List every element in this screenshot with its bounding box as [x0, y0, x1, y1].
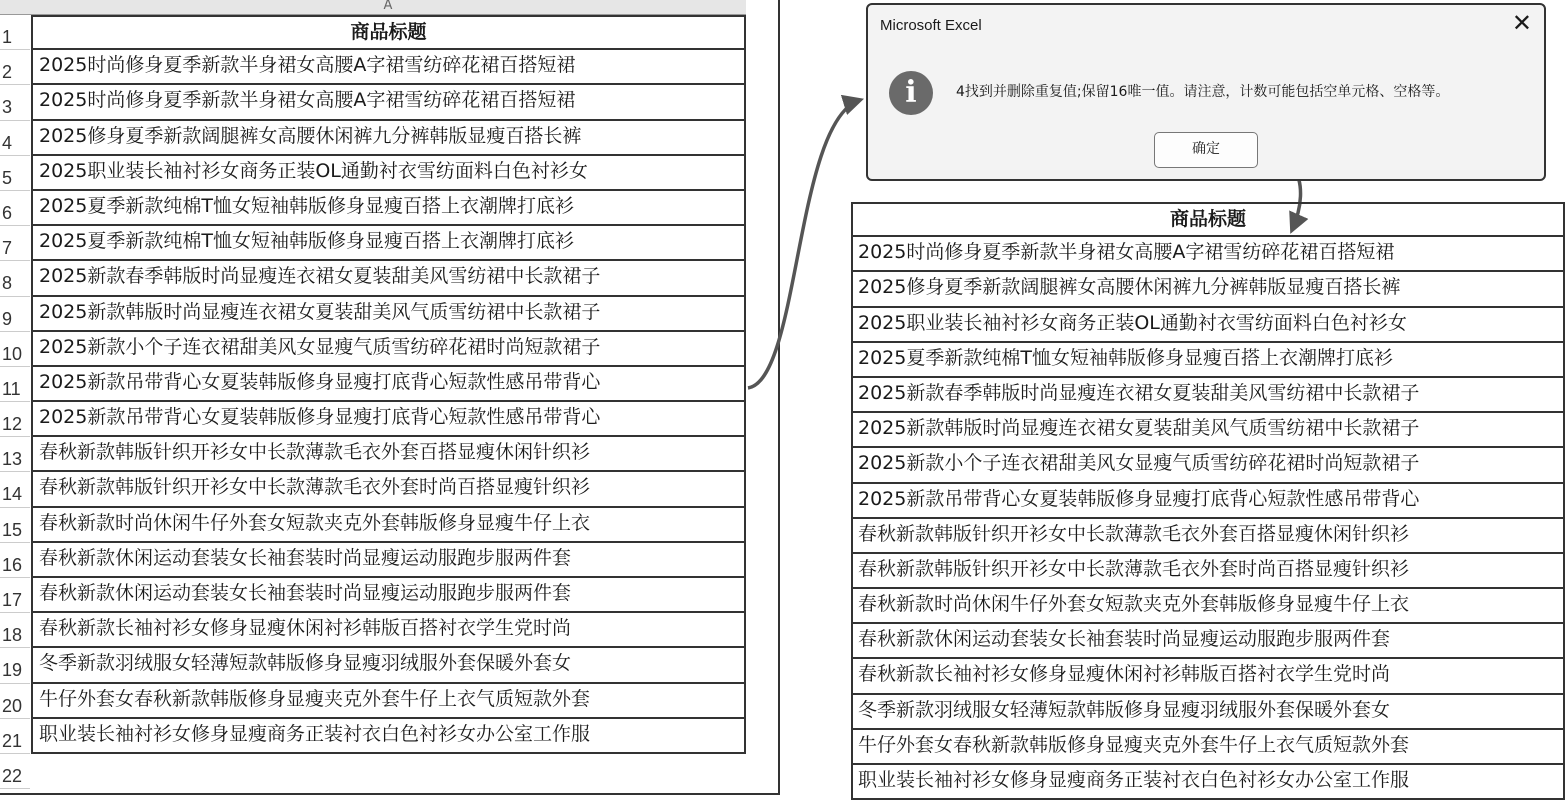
table-cell[interactable]: 2025职业装长袖衬衫女商务正装OL通勤衬衣雪纺面料白色衬衫女	[31, 156, 746, 191]
table-cell[interactable]: 2025夏季新款纯棉T恤女短袖韩版修身显瘦百搭上衣潮牌打底衫	[31, 226, 746, 261]
result-cell[interactable]: 2025新款小个子连衣裙甜美风女显瘦气质雪纺碎花裙时尚短款裙子	[851, 448, 1565, 483]
row-number[interactable]: 10	[0, 332, 30, 367]
row-number[interactable]: 11	[0, 367, 30, 402]
row-number[interactable]: 1	[0, 15, 30, 50]
row-number[interactable]: 19	[0, 648, 30, 683]
table-cell[interactable]: 2025新款吊带背心女夏装韩版修身显瘦打底背心短款性感吊带背心	[31, 402, 746, 437]
info-icon: i	[889, 71, 933, 115]
result-cell[interactable]: 春秋新款时尚休闲牛仔外套女短款夹克外套韩版修身显瘦牛仔上衣	[851, 589, 1565, 624]
row-number[interactable]: 2	[0, 50, 30, 85]
table-cell[interactable]: 春秋新款韩版针织开衫女中长款薄款毛衣外套百搭显瘦休闲针织衫	[31, 437, 746, 472]
table-cell[interactable]: 2025新款吊带背心女夏装韩版修身显瘦打底背心短款性感吊带背心	[31, 367, 746, 402]
result-cell[interactable]: 2025新款吊带背心女夏装韩版修身显瘦打底背心短款性感吊带背心	[851, 484, 1565, 519]
table-cell[interactable]: 春秋新款休闲运动套装女长袖套装时尚显瘦运动服跑步服两件套	[31, 578, 746, 613]
row-number[interactable]: 13	[0, 437, 30, 472]
result-cell[interactable]: 职业装长袖衬衫女修身显瘦商务正装衬衣白色衬衫女办公室工作服	[851, 765, 1565, 800]
row-number[interactable]: 18	[0, 613, 30, 648]
row-number[interactable]: 22	[0, 754, 30, 789]
result-cell[interactable]: 2025新款春季韩版时尚显瘦连衣裙女夏装甜美风雪纺裙中长款裙子	[851, 378, 1565, 413]
row-number[interactable]: 12	[0, 402, 30, 437]
row-number[interactable]: 16	[0, 543, 30, 578]
column-header-cell[interactable]: 商品标题	[31, 15, 746, 50]
row-number[interactable]: 9	[0, 297, 30, 332]
table-cell[interactable]: 2025夏季新款纯棉T恤女短袖韩版修身显瘦百搭上衣潮牌打底衫	[31, 191, 746, 226]
row-number[interactable]: 5	[0, 156, 30, 191]
table-cell[interactable]: 冬季新款羽绒服女轻薄短款韩版修身显瘦羽绒服外套保暖外套女	[31, 648, 746, 683]
row-number[interactable]: 3	[0, 85, 30, 120]
row-number[interactable]: 20	[0, 684, 30, 719]
table-cell[interactable]: 春秋新款时尚休闲牛仔外套女短款夹克外套韩版修身显瘦牛仔上衣	[31, 508, 746, 543]
row-number[interactable]: 21	[0, 719, 30, 754]
result-header-cell[interactable]: 商品标题	[851, 202, 1565, 237]
close-icon[interactable]: ✕	[1511, 9, 1532, 37]
table-cell[interactable]: 2025时尚修身夏季新款半身裙女高腰A字裙雪纺碎花裙百搭短裙	[31, 50, 746, 85]
row-number[interactable]: 8	[0, 261, 30, 296]
result-cell[interactable]: 冬季新款羽绒服女轻薄短款韩版修身显瘦羽绒服外套保暖外套女	[851, 695, 1565, 730]
table-cell[interactable]: 2025时尚修身夏季新款半身裙女高腰A字裙雪纺碎花裙百搭短裙	[31, 85, 746, 120]
table-cell[interactable]: 2025修身夏季新款阔腿裤女高腰休闲裤九分裤韩版显瘦百搭长裤	[31, 121, 746, 156]
row-number[interactable]: 14	[0, 472, 30, 507]
table-cell[interactable]: 2025新款小个子连衣裙甜美风女显瘦气质雪纺碎花裙时尚短款裙子	[31, 332, 746, 367]
table-cell[interactable]: 春秋新款韩版针织开衫女中长款薄款毛衣外套时尚百搭显瘦针织衫	[31, 472, 746, 507]
column-header-a[interactable]: A	[30, 0, 746, 15]
result-table	[851, 202, 1565, 800]
result-cell[interactable]: 2025修身夏季新款阔腿裤女高腰休闲裤九分裤韩版显瘦百搭长裤	[851, 272, 1565, 307]
spreadsheet-grid	[0, 0, 780, 795]
source-table	[31, 15, 746, 754]
row-number[interactable]: 4	[0, 121, 30, 156]
excel-message-dialog	[866, 3, 1546, 181]
table-cell[interactable]: 春秋新款长袖衬衫女修身显瘦休闲衬衫韩版百搭衬衣学生党时尚	[31, 613, 746, 648]
result-cell[interactable]: 春秋新款韩版针织开衫女中长款薄款毛衣外套百搭显瘦休闲针织衫	[851, 519, 1565, 554]
select-all-corner[interactable]	[0, 0, 31, 15]
result-cell[interactable]: 2025时尚修身夏季新款半身裙女高腰A字裙雪纺碎花裙百搭短裙	[851, 237, 1565, 272]
table-cell[interactable]: 牛仔外套女春秋新款韩版修身显瘦夹克外套牛仔上衣气质短款外套	[31, 684, 746, 719]
table-cell[interactable]: 职业装长袖衬衫女修身显瘦商务正装衬衣白色衬衫女办公室工作服	[31, 719, 746, 754]
result-cell[interactable]: 2025新款韩版时尚显瘦连衣裙女夏装甜美风气质雪纺裙中长款裙子	[851, 413, 1565, 448]
result-cell[interactable]: 2025夏季新款纯棉T恤女短袖韩版修身显瘦百搭上衣潮牌打底衫	[851, 343, 1565, 378]
table-cell[interactable]: 2025新款春季韩版时尚显瘦连衣裙女夏装甜美风雪纺裙中长款裙子	[31, 261, 746, 296]
dialog-message: 4找到并删除重复值;保留16唯一值。请注意，计数可能包括空单元格、空格等。	[956, 84, 1450, 100]
table-cell[interactable]: 2025新款韩版时尚显瘦连衣裙女夏装甜美风气质雪纺裙中长款裙子	[31, 297, 746, 332]
row-number[interactable]: 17	[0, 578, 30, 613]
row-headers	[0, 15, 30, 789]
result-cell[interactable]: 2025职业装长袖衬衫女商务正装OL通勤衬衣雪纺面料白色衬衫女	[851, 308, 1565, 343]
table-cell[interactable]: 春秋新款休闲运动套装女长袖套装时尚显瘦运动服跑步服两件套	[31, 543, 746, 578]
row-number[interactable]: 7	[0, 226, 30, 261]
result-cell[interactable]: 春秋新款休闲运动套装女长袖套装时尚显瘦运动服跑步服两件套	[851, 624, 1565, 659]
result-cell[interactable]: 牛仔外套女春秋新款韩版修身显瘦夹克外套牛仔上衣气质短款外套	[851, 730, 1565, 765]
result-cell[interactable]: 春秋新款韩版针织开衫女中长款薄款毛衣外套时尚百搭显瘦针织衫	[851, 554, 1565, 589]
result-cell[interactable]: 春秋新款长袖衬衫女修身显瘦休闲衬衫韩版百搭衬衣学生党时尚	[851, 659, 1565, 694]
row-number[interactable]: 15	[0, 508, 30, 543]
row-number[interactable]: 6	[0, 191, 30, 226]
dialog-title: Microsoft Excel	[880, 17, 982, 34]
ok-button[interactable]: 确定	[1154, 132, 1258, 168]
